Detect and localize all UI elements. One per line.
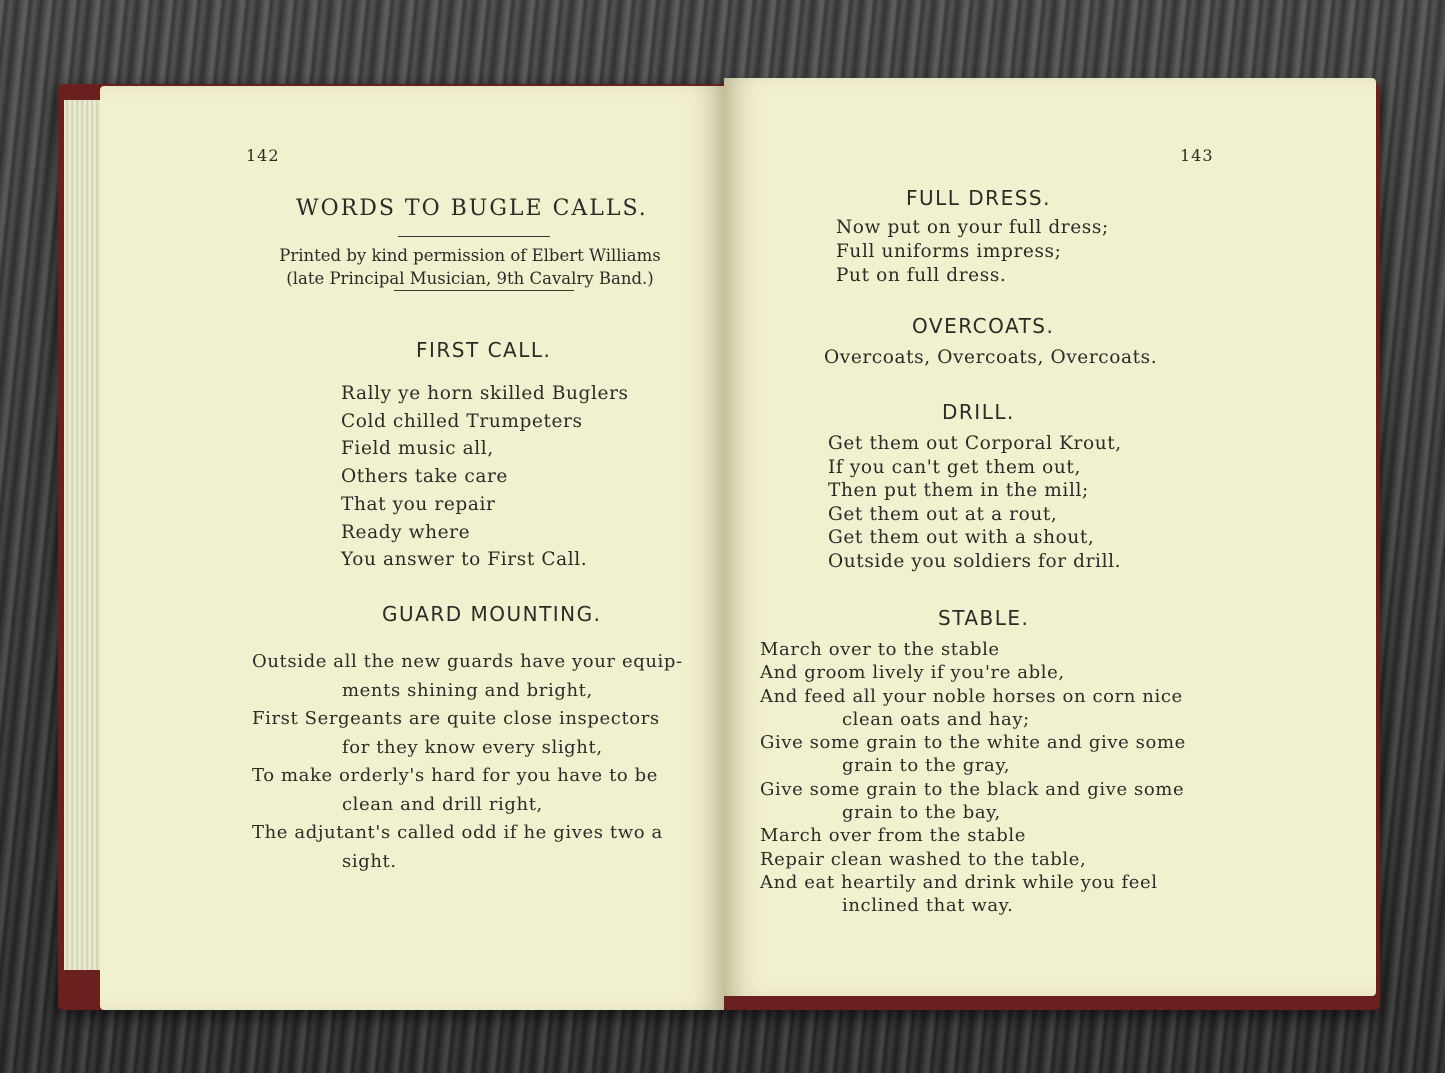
verse-line: March over to the stable	[760, 639, 1000, 660]
verse-guard-mounting	[252, 648, 683, 876]
verse-line: Repair clean washed to the table,	[760, 848, 1087, 870]
verse-line: Overcoats, Overcoats, Overcoats.	[824, 347, 1158, 368]
title-rule	[398, 236, 550, 237]
verse-line: And groom lively if you're able,	[760, 662, 1065, 684]
verse-line: That you repair	[341, 493, 496, 515]
page-number-right: 143	[1180, 146, 1214, 165]
verse-full-dress	[836, 216, 1109, 288]
verse-line: Get them out Corporal Krout,	[828, 433, 1122, 454]
verse-line: And eat heartily and drink while you feel	[760, 871, 1158, 893]
verse-stable	[760, 638, 1186, 918]
verse-line: Now put on your full dress;	[836, 217, 1109, 238]
verse-line: Outside you soldiers for drill.	[828, 550, 1122, 572]
verse-line: sight.	[342, 850, 397, 872]
verse-line: Then put them in the mill;	[828, 480, 1089, 501]
verse-first-call	[341, 380, 629, 574]
verse-line: Cold chilled Trumpeters	[341, 410, 583, 432]
verse-line: inclined that way.	[842, 895, 1014, 917]
heading-overcoats: OVERCOATS.	[912, 314, 1055, 338]
verse-line: Ready where	[341, 521, 471, 543]
verse-line: Rally ye horn skilled Buglers	[341, 383, 629, 404]
verse-drill	[828, 432, 1122, 573]
verse-line: Get them out with a shout,	[828, 527, 1095, 548]
right-page	[724, 78, 1376, 996]
verse-line: You answer to First Call.	[341, 549, 588, 571]
verse-line: Full uniforms impress;	[836, 241, 1062, 262]
heading-stable: STABLE.	[938, 606, 1030, 630]
credit-line-2: (late Principal Musician, 9th Cavalry Band.)	[286, 269, 654, 288]
verse-line: grain to the gray,	[842, 755, 1011, 777]
verse-line: First Sergeants are quite close inspectors	[252, 708, 660, 729]
page-title: WORDS TO BUGLE CALLS.	[296, 196, 648, 221]
verse-line: Give some grain to the black and give some	[760, 778, 1185, 800]
verse-line: The adjutant's called odd if he gives two a	[252, 822, 663, 843]
verse-line: grain to the bay,	[842, 802, 1001, 824]
verse-line: And feed all your noble horses on corn nice	[760, 685, 1183, 707]
heading-guard-mounting: GUARD MOUNTING.	[382, 602, 602, 626]
credit-rule	[394, 290, 574, 291]
verse-line: Put on full dress.	[836, 265, 1007, 286]
heading-first-call: FIRST CALL.	[416, 338, 552, 362]
verse-line: To make orderly's hard for you have to be	[252, 765, 659, 786]
left-page	[100, 86, 724, 1010]
verse-line: clean and drill right,	[342, 793, 543, 815]
credit-line-1: Printed by kind permission of Elbert Williams	[279, 246, 661, 265]
verse-line: If you can't get them out,	[828, 456, 1081, 478]
verse-line: clean oats and hay;	[842, 708, 1030, 730]
heading-drill: DRILL.	[942, 400, 1015, 424]
verse-line: for they know every slight,	[342, 736, 603, 758]
page-number-left: 142	[246, 146, 280, 165]
verse-line: Get them out at a rout,	[828, 503, 1058, 525]
verse-line: Others take care	[341, 466, 508, 488]
verse-line: ments shining and bright,	[342, 679, 593, 701]
verse-line: March over from the stable	[760, 825, 1026, 847]
verse-overcoats	[824, 346, 1157, 370]
verse-line: Outside all the new guards have your equip-	[252, 651, 683, 672]
credit-note	[250, 244, 690, 290]
verse-line: Field music all,	[341, 438, 494, 460]
heading-full-dress: FULL DRESS.	[906, 186, 1051, 210]
verse-line: Give some grain to the white and give some	[760, 732, 1186, 754]
